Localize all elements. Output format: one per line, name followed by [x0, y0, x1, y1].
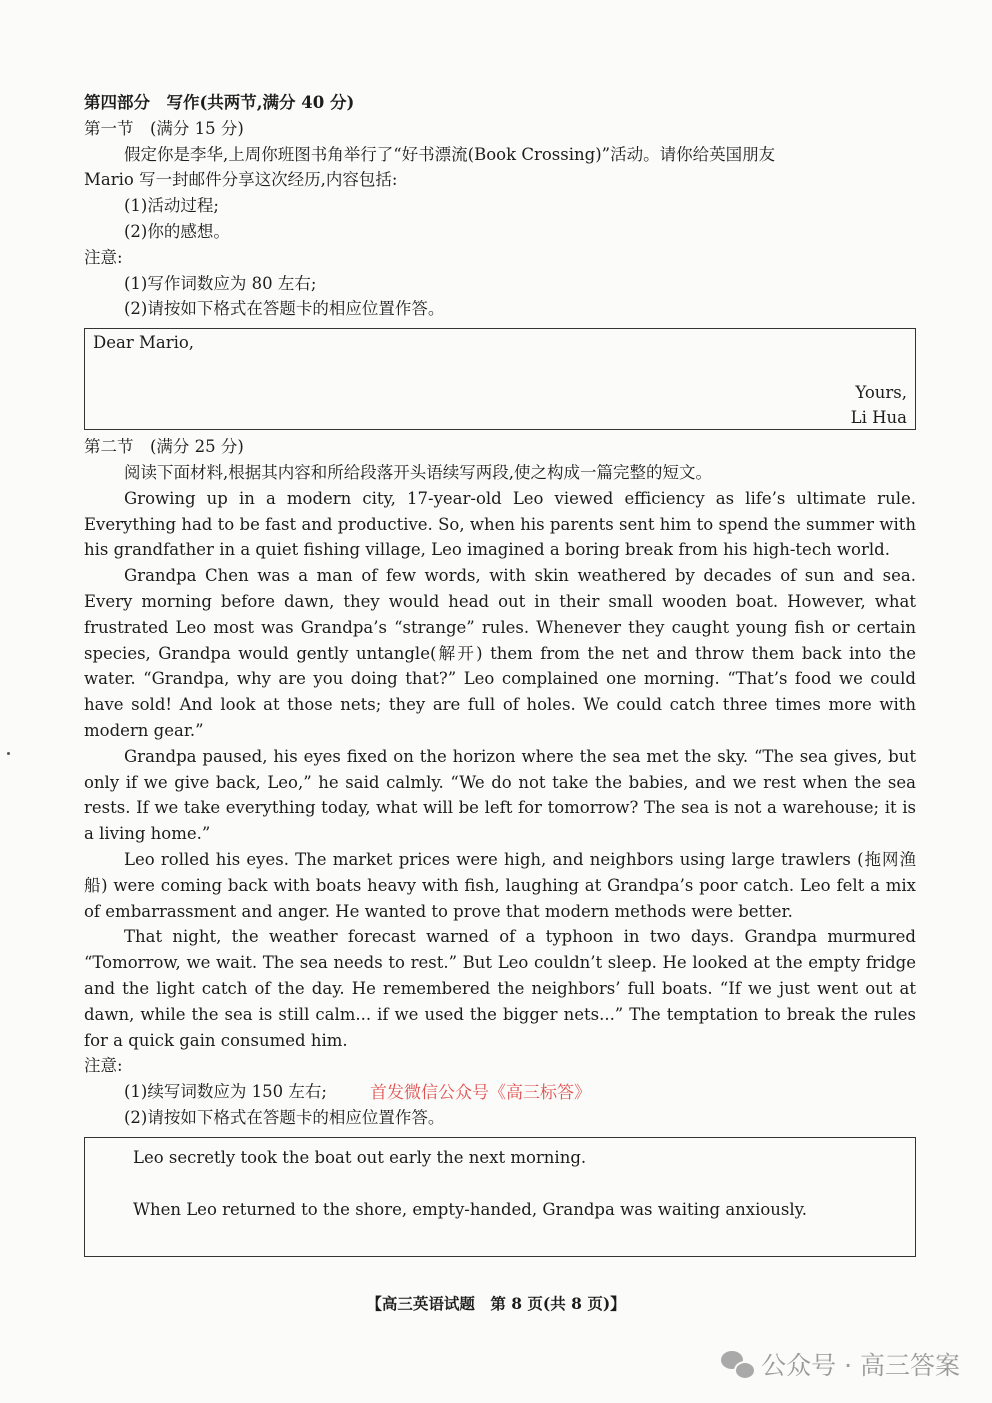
section2-note: (2)请按如下格式在答题卡的相应位置作答。	[124, 1107, 445, 1127]
section2-note: (1)续写词数应为 150 左右;	[124, 1082, 327, 1102]
red-watermark: 首发微信公众号《高三标答》	[370, 1083, 591, 1103]
section1-note-label: 注意:	[84, 247, 123, 267]
letter-signature: Li Hua	[850, 408, 907, 428]
bottom-watermark	[721, 1346, 960, 1382]
section2-instruction: 阅读下面材料,根据其内容和所给段落开头语续写两段,使之构成一篇完整的短文。	[124, 462, 712, 482]
letter-greeting: Dear Mario,	[93, 333, 195, 353]
wechat-icon	[721, 1349, 755, 1379]
story-paragraph: Grandpa paused, his eyes fixed on the horizon where the sea met the sky. “The sea gives, but only if we give back, Leo,” he said calmly. “We do not take the babies, and we rest when the sea rests. If we take everything today, what will be left for tomorrow? The sea is not a warehouse; it is a living home.”	[84, 746, 916, 844]
story-paragraph: Grandpa Chen was a man of few words, with skin weathered by decades of sun and sea. Every morning before dawn, they would head out in their small wooden boat. However, what frustrated Leo most was Grandpa’s “strange” rules. Whenever they caught young fish or certain species, Grandpa would gently untangle(解开) them from the net and throw them back into the water. “Grandpa, why are you doing that?” Leo complained one morning. “That’s food we could have sold! And look at those nets; they are full of holes. We could catch three times more with modern gear.”	[84, 566, 916, 740]
section1-item: (1)活动过程;	[124, 196, 219, 216]
section2-heading: 第二节 (满分 25 分)	[84, 437, 244, 457]
section1-note: (2)请按如下格式在答题卡的相应位置作答。	[124, 299, 445, 319]
continuation-answer-box	[84, 1137, 916, 1257]
section1-prompt-line1: 假定你是李华,上周你班图书角举行了“好书漂流(Book Crossing)”活动。请你给英国朋友	[124, 144, 776, 164]
part-title: 第四部分 写作(共两节,满分 40 分)	[84, 93, 355, 112]
story-paragraph: That night, the weather forecast warned of a typhoon in two days. Grandpa murmured “Tomorrow, we wait. The sea needs to rest.” But Leo couldn’t sleep. He looked at the empty fridge and the light catch of the day. He remembered the neighbors’ full boats. “If we just went out at dawn, while the sea is still calm... if we used the bigger nets...” The temptation to break the rules for a quick gain consumed him.	[84, 927, 916, 1050]
page-footer: 【高三英语试题 第 8 页(共 8 页)】	[366, 1294, 626, 1313]
continuation-opening-2: When Leo returned to the shore, empty-handed, Grandpa was waiting anxiously.	[133, 1199, 808, 1219]
section2-note-label: 注意:	[84, 1056, 123, 1076]
story-paragraph: Leo rolled his eyes. The market prices were high, and neighbors using large trawlers (拖网渔船) were coming back with boats heavy with fish, laughing at Grandpa’s poor catch. Leo felt a mix of embarrassment and anger. He wanted to prove that modern methods were better.	[84, 849, 916, 921]
continuation-opening-1: Leo secretly took the boat out early the next morning.	[133, 1147, 587, 1167]
section1-prompt-line2: Mario 写一封邮件分享这次经历,内容包括:	[84, 170, 398, 190]
letter-closing: Yours,	[855, 383, 907, 403]
letter-answer-box	[84, 328, 916, 430]
section1-heading: 第一节 (满分 15 分)	[84, 118, 244, 138]
bottom-watermark-text: 公众号 · 高三答案	[761, 1351, 960, 1380]
story-paragraph: Growing up in a modern city, 17-year-old Leo viewed efficiency as life’s ultimate rule. Everything had to be fast and productive. So, when his parents sent him to spend the summer with his grandfather in a quiet fishing village, Leo imagined a boring break from his high-tech world.	[84, 488, 916, 560]
section1-note: (1)写作词数应为 80 左右;	[124, 273, 317, 293]
section1-item: (2)你的感想。	[124, 221, 230, 241]
scan-speck	[7, 752, 10, 755]
